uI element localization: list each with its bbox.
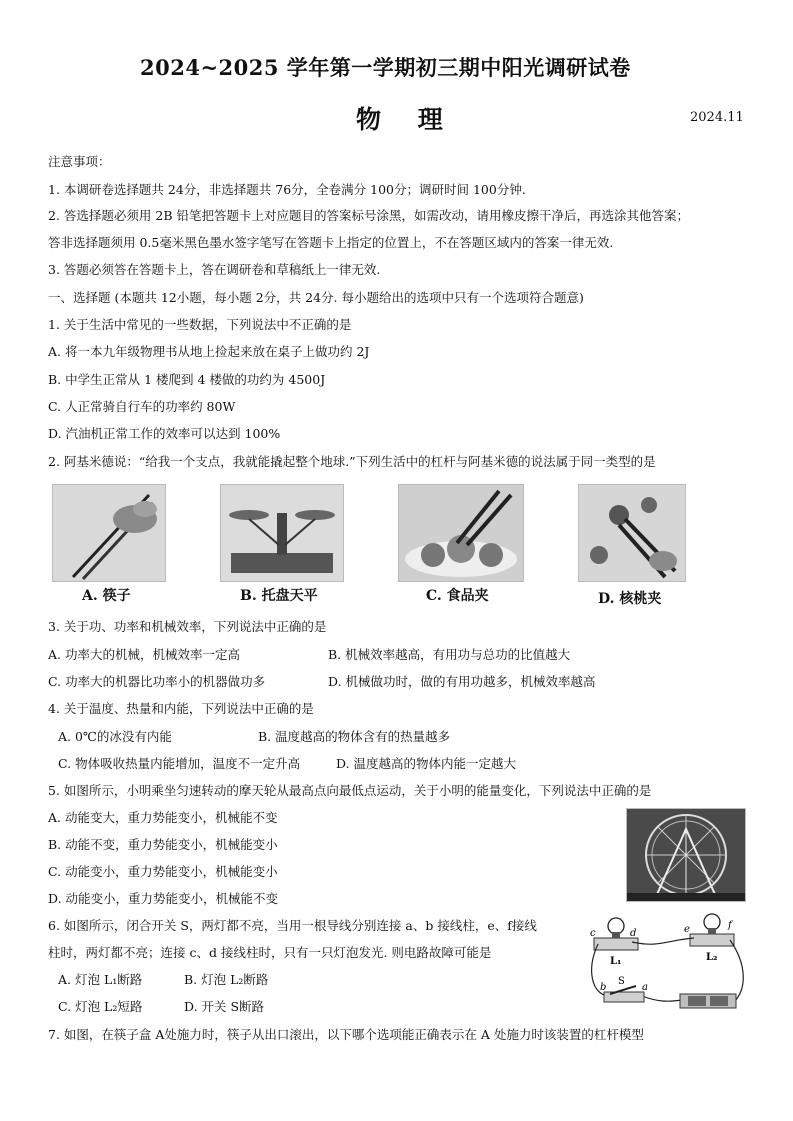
q6-option-b: B. 灯泡 L₂断路: [184, 972, 269, 987]
subject-title: 物 理: [356, 105, 457, 134]
q4-option-d: D. 温度越高的物体内能一定越大: [336, 756, 517, 771]
exam-date: 2024.11: [690, 110, 744, 125]
q6-option-a: A. 灯泡 L₁断路: [58, 972, 143, 987]
q1-option-d: D. 汽油机正常工作的效率可以达到 100%: [48, 426, 281, 441]
note-line: 答非选择题须用 0.5毫米黑色墨水签字笔写在答题卡上指定的位置上，不在答题区域内的答案一律无效.: [48, 235, 614, 250]
balance-scale-image: [220, 484, 344, 582]
q4-option-b: B. 温度越高的物体含有的热量越多: [258, 729, 451, 744]
question-2-stem: 2. 阿基米德说：“给我一个支点，我就能撬起整个地球.”下列生活中的杠杆与阿基米德的说法属于同一类型的是: [48, 454, 656, 469]
terminal-d-label: d: [630, 928, 637, 939]
lamp-l1-base: [594, 938, 638, 950]
question-5-stem: 5. 如图所示，小明乘坐匀速转动的摩天轮从最高点向最低点运动，关于小明的能量变化，下列说法中正确的是: [48, 783, 652, 798]
paper-title: 2024~2025 学年第一学期初三期中阳光调研试卷: [140, 55, 631, 80]
terminal-a-label: a: [642, 982, 648, 993]
q3-option-c: C. 功率大的机器比功率小的机器做功多: [48, 674, 266, 689]
section-heading: 一、选择题 (本题共 12小题，每小题 2分，共 24分. 每小题给出的选项中只有一个选项符合题意): [48, 290, 584, 305]
notes-heading: 注意事项：: [48, 154, 111, 169]
question-3-stem: 3. 关于功、功率和机械效率，下列说法中正确的是: [48, 619, 327, 634]
q5-option-b: B. 动能不变，重力势能变小，机械能变小: [48, 837, 278, 852]
food-tongs-image: [398, 484, 524, 582]
q3-option-d: D. 机械做功时，做的有用功越多，机械效率越高: [328, 674, 596, 689]
lamp-l2-label: L₂: [706, 952, 718, 963]
terminal-e-label: e: [684, 924, 690, 935]
q1-option-b: B. 中学生正常从 1 楼爬到 4 楼做的功约为 4500J: [48, 372, 326, 387]
nutcracker-image: [578, 484, 686, 582]
chopsticks-image: [52, 484, 166, 582]
terminal-c-label: c: [590, 928, 596, 939]
ferris-wheel-image: [626, 808, 746, 902]
lamp-l1-label: L₁: [610, 956, 622, 967]
note-line: 3. 答题必须答在答题卡上，答在调研卷和草稿纸上一律无效.: [48, 262, 381, 277]
q3-option-b: B. 机械效率越高，有用功与总功的比值越大: [328, 647, 571, 662]
wire-switch-battery: [642, 996, 682, 1001]
q1-option-a: A. 将一本九年级物理书从地上捡起来放在桌子上做功约 2J: [48, 344, 370, 359]
q5-option-c: C. 动能变小，重力势能变小，机械能变小: [48, 864, 278, 879]
battery-cell: [688, 996, 706, 1006]
question-6-stem-line1: 6. 如图所示，闭合开关 S，两灯都不亮，当用一根导线分别连接 a、b 接线柱，e、f接线: [48, 918, 537, 933]
q2-caption-a: A. 筷子: [82, 588, 131, 604]
q5-option-a: A. 动能变大，重力势能变小，机械能不变: [48, 810, 278, 825]
lamp-l1-bulb-icon: [608, 918, 624, 934]
question-4-stem: 4. 关于温度、热量和内能，下列说法中正确的是: [48, 701, 314, 716]
wire-l1-l2: [632, 938, 694, 944]
lamp-l2-bulb-icon: [704, 914, 720, 930]
q2-caption-b: B. 托盘天平: [240, 588, 318, 604]
q4-option-a: A. 0℃的冰没有内能: [58, 729, 172, 744]
lamp-l2-socket: [708, 928, 716, 934]
note-line: 1. 本调研卷选择题共 24分，非选择题共 76分，全卷满分 100分；调研时间 100分钟.: [48, 182, 526, 197]
terminal-b-label: b: [600, 982, 607, 993]
note-line: 2. 答选择题必须用 2B 铅笔把答题卡上对应题目的答案标号涂黑，如需改动，请用橡皮擦干净后，再选涂其他答案；: [48, 208, 689, 223]
battery-cell: [710, 996, 728, 1006]
question-6-stem-line2: 柱时，两灯都不亮；连接 c、d 接线柱时，只有一只灯泡发光. 则电路故障可能是: [48, 945, 492, 960]
question-7-stem: 7. 如图，在筷子盒 A处施力时，筷子从出口滚出，以下哪个选项能正确表示在 A 处施力时该装置的杠杆模型: [48, 1027, 644, 1042]
q5-option-d: D. 动能变小，重力势能变小，机械能不变: [48, 891, 279, 906]
q4-option-c: C. 物体吸收热量内能增加，温度不一定升高: [58, 756, 301, 771]
q6-option-d: D. 开关 S断路: [184, 999, 265, 1014]
q1-option-c: C. 人正常骑自行车的功率约 80W: [48, 399, 236, 414]
wire-right: [730, 940, 743, 1002]
lamp-l2-base: [690, 934, 734, 946]
lamp-l1-socket: [612, 932, 620, 938]
circuit-diagram: [588, 910, 748, 1018]
q2-caption-c: C. 食品夹: [426, 588, 489, 604]
switch-s-label: S: [618, 976, 625, 987]
terminal-f-label: f: [728, 920, 732, 931]
question-1-stem: 1. 关于生活中常见的一些数据，下列说法中不正确的是: [48, 317, 352, 332]
q3-option-a: A. 功率大的机械，机械效率一定高: [48, 647, 240, 662]
q6-option-c: C. 灯泡 L₂短路: [58, 999, 143, 1014]
q2-caption-d: D. 核桃夹: [598, 591, 662, 607]
